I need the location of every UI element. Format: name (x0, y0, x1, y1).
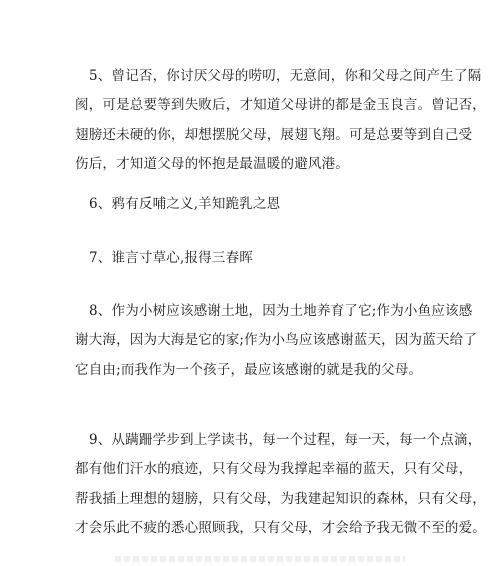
text-line: 都有他们汗水的痕迹，只有父母为我撑起幸福的蓝天，只有父母， (75, 461, 473, 478)
paragraph-8 (75, 297, 478, 385)
text-line: 7、谁言寸草心,报得三春晖 (89, 250, 253, 266)
text-line: 翅膀还未硬的你，却想摆脱父母，展翅飞翔。可是总要等到自己受 (75, 126, 473, 143)
paragraph-7 (75, 244, 435, 273)
text-line: 6、鸦有反哺之义,羊知跪乳之恩 (89, 196, 281, 212)
text-line: 帮我插上理想的翅膀，只有父母，为我建起知识的森林，只有父母， (75, 490, 486, 507)
paragraph-9 (75, 426, 486, 544)
text-line: 它自由;而我作为一个孩子，最应该感谢的就是我的父母。 (75, 361, 423, 378)
text-line: 8、作为小树应该感谢土地，因为土地养育了它;作为小鱼应该感 (89, 303, 473, 319)
paragraph-6 (75, 190, 435, 219)
text-line: 谢大海，因为大海是它的家;作为小鸟应该感谢蓝天，因为蓝天给了 (75, 332, 478, 349)
text-line: 9、从蹒跚学步到上学读书，每一个过程，每一天，每一个点滴， (89, 432, 482, 448)
text-line: 5、曾记否，你讨厌父母的唠叨，无意间，你和父母之间产生了隔 (89, 68, 482, 84)
text-line: 才会乐此不疲的悉心照顾我，只有父母，才会给予我无微不至的爱。 (75, 520, 486, 537)
text-line: 伤后，才知道父母的怀抱是最温暖的避风港。 (75, 156, 349, 173)
faint-footer-text (115, 556, 405, 562)
text-line: 阂，可是总要等到失败后，才知道父母讲的都是金玉良言。曾记否， (75, 97, 486, 114)
paragraph-5 (75, 62, 486, 180)
